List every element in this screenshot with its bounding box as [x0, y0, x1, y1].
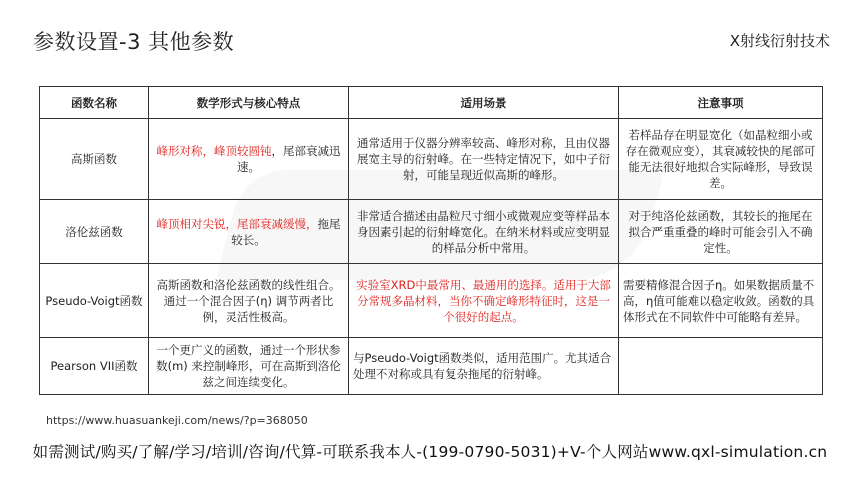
feature-text: ，尾部衰减迅速。: [237, 144, 341, 174]
row-gaussian-scenario: 通常适用于仪器分辨率较高、峰形对称，且由仪器展宽主导的衍射峰。在一些特定情况下，如中子衍射，可能呈现近似高斯的峰形。: [349, 119, 619, 200]
table-row: [40, 119, 823, 200]
row-pearson-notes: [619, 338, 823, 395]
row-lorentz-scenario: 非常适合描述由晶粒尺寸细小或微观应变等样品本身因素引起的衍射峰宽化。在纳米材料或应变明显的样品分析中常用。: [349, 200, 619, 264]
row-pseudo-voigt-notes: 需要精修混合因子η。如果数据质量不高，η值可能难以稳定收敛。函数的具体形式在不同软件中可能略有差异。: [619, 264, 823, 338]
row-gaussian-notes: 若样品存在明显宽化（如晶粒细小或存在微观应变），其衰减较快的尾部可能无法很好地拟合实际峰形，导致误差。: [619, 119, 823, 200]
header-notes: 注意事项: [619, 87, 823, 119]
table-row: [40, 264, 823, 338]
feature-highlight: 峰形对称，峰顶较圆钝: [156, 144, 272, 158]
header-form-features: 数学形式与核心特点: [149, 87, 349, 119]
header-function-name: 函数名称: [40, 87, 149, 119]
row-pseudo-voigt-scenario: 实验室XRD中最常用、最通用的选择。适用于大部分常规多晶材料，当你不确定峰形特征时，这是一个很好的起点。: [349, 264, 619, 338]
row-gaussian-name: 高斯函数: [40, 119, 149, 200]
row-lorentz-name: 洛伦兹函数: [40, 200, 149, 264]
table-row: [40, 338, 823, 395]
row-lorentz-feature: [149, 200, 349, 264]
subject-label: X射线衍射技术: [729, 32, 830, 50]
row-pearson-feature: 一个更广义的函数，通过一个形状参数(m) 来控制峰形，可在高斯到洛伦兹之间连续变化。: [149, 338, 349, 395]
row-pseudo-voigt-name: Pseudo-Voigt函数: [40, 264, 149, 338]
parameter-table: [39, 86, 823, 395]
row-pearson-name: Pearson VII函数: [40, 338, 149, 395]
row-gaussian-feature: [149, 119, 349, 200]
row-pearson-scenario: 与Pseudo-Voigt函数类似，适用范围广。尤其适合处理不对称或具有复杂拖尾的衍射峰。: [349, 338, 619, 395]
page-title: 参数设置-3 其他参数: [33, 30, 235, 54]
table-header-row: [40, 87, 823, 119]
feature-text: 拖尾较长。: [231, 216, 341, 247]
row-pseudo-voigt-feature: 高斯函数和洛伦兹函数的线性组合。通过一个混合因子(η) 调节两者比例，灵活性极高。: [149, 264, 349, 338]
table-row: [40, 200, 823, 264]
contact-footer: 如需测试/购买/了解/学习/培训/咨询/代算-可联系我本人-(199-0790-5031)+V-个人网站www.qxl-simulation.cn: [32, 443, 828, 461]
header-scenarios: 适用场景: [349, 87, 619, 119]
source-url: https://www.huasuankeji.com/news/?p=368050: [46, 414, 308, 427]
row-lorentz-notes: 对于纯洛伦兹函数，其较长的拖尾在拟合严重重叠的峰时可能会引入不确定性。: [619, 200, 823, 264]
feature-highlight: 峰顶相对尖锐，尾部衰减缓慢，: [156, 216, 318, 231]
